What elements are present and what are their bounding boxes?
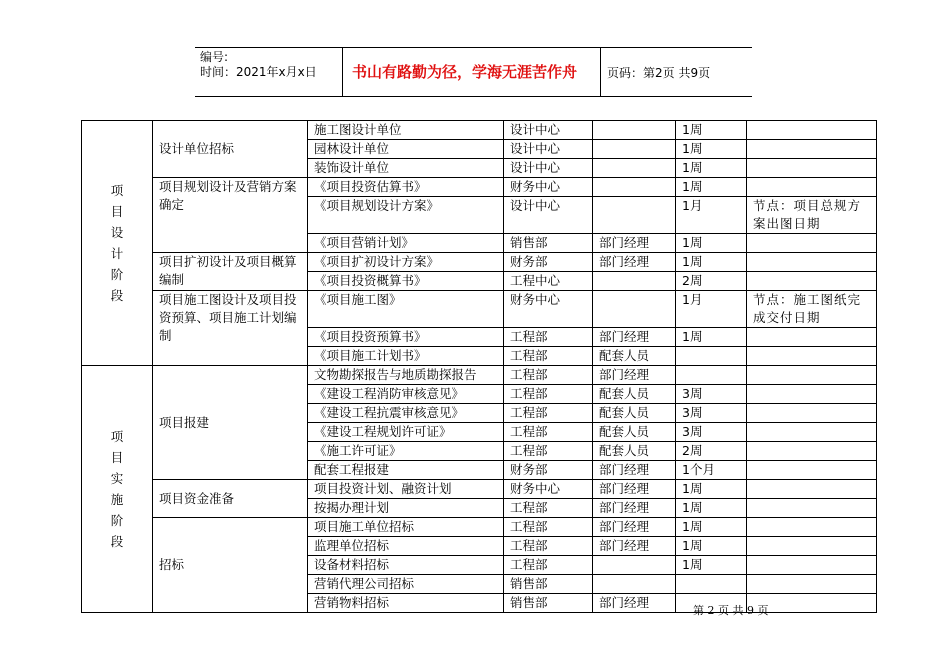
table-row (82, 178, 877, 197)
subphase-cell: 项目施工图设计及项目投资预算、项目施工计划编制 (153, 291, 308, 366)
note-cell (747, 442, 877, 461)
subphase-cell: 招标 (153, 518, 308, 613)
approver-cell (593, 140, 676, 159)
header-divider-right (600, 47, 601, 97)
approver-cell: 部门经理 (593, 518, 676, 537)
dept-cell: 工程部 (504, 385, 593, 404)
period-cell (676, 347, 747, 366)
task-cell: 营销物料招标 (308, 594, 504, 613)
table-row (82, 518, 877, 537)
approver-cell: 部门经理 (593, 253, 676, 272)
note-cell: 节点：项目总规方案出图日期 (747, 197, 877, 234)
subphase-cell: 项目资金准备 (153, 480, 308, 518)
note-cell (747, 404, 877, 423)
approver-cell (593, 159, 676, 178)
phase-cell-design (82, 121, 153, 366)
period-cell: 1周 (676, 518, 747, 537)
dept-cell: 工程部 (504, 328, 593, 347)
header-time-label: 时间：2021年x月x日 (200, 65, 317, 79)
dept-cell: 销售部 (504, 594, 593, 613)
approver-cell (593, 291, 676, 328)
table-row (82, 291, 877, 328)
period-cell: 3周 (676, 423, 747, 442)
phase-cell-implement (82, 366, 153, 613)
note-cell (747, 347, 877, 366)
dept-cell: 工程中心 (504, 272, 593, 291)
dept-cell: 工程部 (504, 556, 593, 575)
task-cell: 设备材料招标 (308, 556, 504, 575)
note-cell (747, 385, 877, 404)
task-cell: 监理单位招标 (308, 537, 504, 556)
approver-cell: 配套人员 (593, 442, 676, 461)
table-row (82, 480, 877, 499)
note-cell (747, 234, 877, 253)
task-cell: 《项目投资预算书》 (308, 328, 504, 347)
period-cell: 1周 (676, 121, 747, 140)
note-cell: 节点：施工图纸完成交付日期 (747, 291, 877, 328)
dept-cell: 工程部 (504, 404, 593, 423)
period-cell: 2周 (676, 442, 747, 461)
note-cell (747, 178, 877, 197)
phase-label-implement: 项 目 实 施 阶 段 (110, 429, 124, 549)
period-cell: 2周 (676, 272, 747, 291)
dept-cell: 设计中心 (504, 140, 593, 159)
task-cell: 项目投资计划、融资计划 (308, 480, 504, 499)
period-cell (676, 366, 747, 385)
note-cell (747, 537, 877, 556)
approver-cell: 部门经理 (593, 594, 676, 613)
dept-cell: 销售部 (504, 234, 593, 253)
period-cell: 3周 (676, 385, 747, 404)
task-cell: 《建设工程抗震审核意见》 (308, 404, 504, 423)
approver-cell (593, 121, 676, 140)
approver-cell: 部门经理 (593, 366, 676, 385)
task-cell: 《项目营销计划》 (308, 234, 504, 253)
period-cell: 1周 (676, 178, 747, 197)
phase-label-design: 项 目 设 计 阶 段 (110, 183, 124, 303)
approver-cell: 配套人员 (593, 385, 676, 404)
note-cell (747, 499, 877, 518)
task-cell: 《建设工程消防审核意见》 (308, 385, 504, 404)
subphase-cell: 设计单位招标 (153, 121, 308, 178)
dept-cell: 工程部 (504, 442, 593, 461)
approver-cell (593, 556, 676, 575)
approver-cell: 部门经理 (593, 234, 676, 253)
period-cell: 1周 (676, 328, 747, 347)
approver-cell: 部门经理 (593, 499, 676, 518)
period-cell: 1周 (676, 480, 747, 499)
task-cell: 按揭办理计划 (308, 499, 504, 518)
dept-cell: 财务部 (504, 461, 593, 480)
task-cell: 园林设计单位 (308, 140, 504, 159)
period-cell: 1周 (676, 159, 747, 178)
task-cell: 《施工许可证》 (308, 442, 504, 461)
task-cell: 《项目规划设计方案》 (308, 197, 504, 234)
dept-cell: 设计中心 (504, 121, 593, 140)
period-cell: 1月 (676, 197, 747, 234)
approver-cell (593, 178, 676, 197)
table-row (82, 366, 877, 385)
task-cell: 装饰设计单位 (308, 159, 504, 178)
subphase-cell: 项目扩初设计及项目概算编制 (153, 253, 308, 291)
dept-cell: 工程部 (504, 366, 593, 385)
dept-cell: 工程部 (504, 347, 593, 366)
period-cell: 1周 (676, 140, 747, 159)
task-cell: 《项目施工图》 (308, 291, 504, 328)
approver-cell: 配套人员 (593, 423, 676, 442)
dept-cell: 工程部 (504, 423, 593, 442)
note-cell (747, 556, 877, 575)
header-motto: 书山有路勤为径，学海无涯苦作舟 (352, 63, 578, 81)
approver-cell: 配套人员 (593, 347, 676, 366)
note-cell (747, 480, 877, 499)
approver-cell: 配套人员 (593, 404, 676, 423)
period-cell: 1周 (676, 253, 747, 272)
period-cell: 1周 (676, 537, 747, 556)
note-cell (747, 121, 877, 140)
period-cell: 1周 (676, 556, 747, 575)
task-cell: 《项目投资估算书》 (308, 178, 504, 197)
note-cell (747, 518, 877, 537)
dept-cell: 工程部 (504, 518, 593, 537)
task-cell: 《建设工程规划许可证》 (308, 423, 504, 442)
approver-cell: 部门经理 (593, 480, 676, 499)
period-cell: 1周 (676, 234, 747, 253)
note-cell (747, 366, 877, 385)
note-cell (747, 159, 877, 178)
table-row (82, 253, 877, 272)
approver-cell: 部门经理 (593, 461, 676, 480)
subphase-cell: 项目报建 (153, 366, 308, 480)
header-rule-bottom (195, 96, 752, 97)
page-footer: 第 2 页 共 9 页 (693, 604, 769, 617)
task-cell: 《项目投资概算书》 (308, 272, 504, 291)
header-rule-top (195, 47, 752, 48)
task-cell: 《项目施工计划书》 (308, 347, 504, 366)
approver-cell: 部门经理 (593, 537, 676, 556)
dept-cell: 销售部 (504, 575, 593, 594)
task-cell: 施工图设计单位 (308, 121, 504, 140)
header-page-label: 页码：第2页 共9页 (607, 66, 711, 80)
task-cell: 营销代理公司招标 (308, 575, 504, 594)
note-cell (747, 272, 877, 291)
approver-cell: 部门经理 (593, 328, 676, 347)
note-cell (747, 328, 877, 347)
period-cell: 1个月 (676, 461, 747, 480)
header-number-label: 编号: (200, 50, 229, 64)
dept-cell: 财务中心 (504, 480, 593, 499)
period-cell (676, 575, 747, 594)
task-cell: 配套工程报建 (308, 461, 504, 480)
task-cell: 文物勘探报告与地质勘探报告 (308, 366, 504, 385)
subphase-cell: 项目规划设计及营销方案确定 (153, 178, 308, 253)
note-cell (747, 140, 877, 159)
period-cell: 1周 (676, 499, 747, 518)
note-cell (747, 253, 877, 272)
task-cell: 项目施工单位招标 (308, 518, 504, 537)
schedule-table (81, 120, 877, 613)
approver-cell (593, 272, 676, 291)
task-cell: 《项目扩初设计方案》 (308, 253, 504, 272)
header-divider-left (342, 47, 343, 97)
period-cell: 3周 (676, 404, 747, 423)
dept-cell: 财务中心 (504, 291, 593, 328)
note-cell (747, 575, 877, 594)
dept-cell: 工程部 (504, 537, 593, 556)
approver-cell (593, 575, 676, 594)
table-row (82, 121, 877, 140)
dept-cell: 财务部 (504, 253, 593, 272)
note-cell (747, 461, 877, 480)
dept-cell: 设计中心 (504, 159, 593, 178)
period-cell: 1月 (676, 291, 747, 328)
dept-cell: 工程部 (504, 499, 593, 518)
note-cell (747, 423, 877, 442)
approver-cell (593, 197, 676, 234)
dept-cell: 财务中心 (504, 178, 593, 197)
dept-cell: 设计中心 (504, 197, 593, 234)
